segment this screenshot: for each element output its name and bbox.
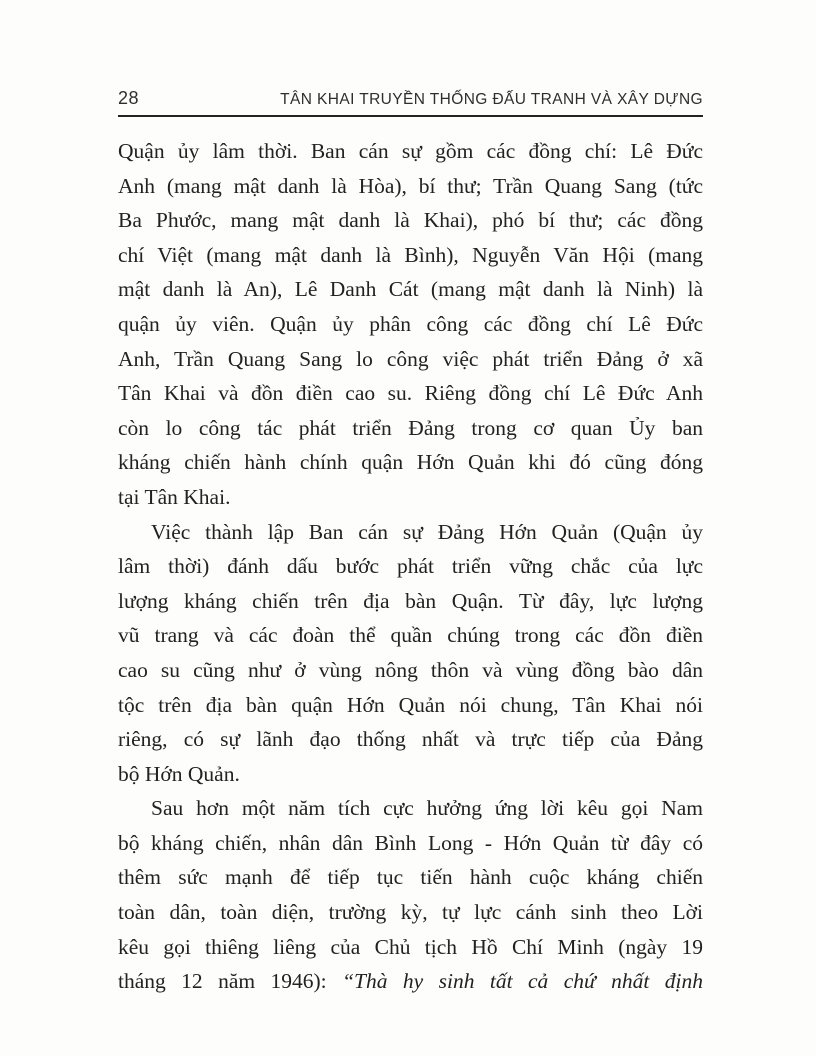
text-segment: quận ủy viên. Quận ủy phân công các đồng chí Lê Đức [118,311,703,336]
text-segment: riêng, có sự lãnh đạo thống nhất và trực tiếp của Đảng [118,727,703,752]
text-line [118,134,703,169]
text-segment: Quận ủy lâm thời. Ban cán sự gồm các đồng chí: Lê Đức [118,139,703,163]
text-line [118,618,703,653]
text-line [118,342,703,377]
text-segment: lâm thời) đánh dấu bước phát triển vững chắc của lực [118,554,703,579]
text-segment: tộc trên địa bàn quận Hớn Quản nói chung, Tân Khai nói [118,692,703,717]
text-segment: tại Tân Khai. [118,484,231,509]
text-line [118,376,703,411]
text-line [118,688,703,723]
text-segment: bộ Hớn Quản. [118,761,240,786]
text-segment: tháng 12 năm 1946): [118,969,343,994]
text-line [118,895,703,930]
text-segment: Anh, Trần Quang Sang lo công việc phát triển Đảng ở xã [118,346,703,371]
page-number: 28 [118,88,140,108]
text-segment: bộ kháng chiến, nhân dân Bình Long - Hớn Quản từ đây có [118,830,703,855]
text-line [118,791,703,826]
text-line [118,480,703,515]
paragraph [118,134,703,515]
text-line [118,930,703,965]
text-line [118,653,703,688]
text-segment: Việc thành lập Ban cán sự Đảng Hớn Quản (Quận ủy [151,519,703,544]
text-segment: Ba Phước, mang mật danh là Khai), phó bí thư; các đồng [118,208,703,233]
text-line [118,964,703,999]
text-segment: kháng chiến hành chính quận Hớn Quản khi đó cũng đóng [118,450,703,475]
text-line [118,169,703,204]
text-segment: chí Việt (mang mật danh là Bình), Nguyễn Văn Hội (mang [118,242,703,267]
text-segment: Tân Khai và đồn điền cao su. Riêng đồng chí Lê Đức Anh [118,381,703,406]
text-line [118,238,703,273]
page-body [118,134,703,999]
text-segment: Sau hơn một năm tích cực hưởng ứng lời kêu gọi Nam [151,796,703,821]
text-line [118,722,703,757]
text-line [118,584,703,619]
text-segment: cao su cũng như ở vùng nông thôn và vùng đồng bào dân [118,657,703,682]
text-line [118,307,703,342]
text-line [118,757,703,792]
text-line [118,860,703,895]
text-segment: kêu gọi thiêng liêng của Chủ tịch Hồ Chí Minh (ngày 19 [118,934,703,959]
text-segment: lượng kháng chiến trên địa bàn Quận. Từ đây, lực lượng [118,588,703,613]
text-segment: mật danh là An), Lê Danh Cát (mang mật danh là Ninh) là [118,277,703,302]
text-segment: toàn dân, toàn diện, trường kỳ, tự lực cánh sinh theo Lời [118,900,703,925]
text-segment: Anh (mang mật danh là Hòa), bí thư; Trần Quang Sang (tức [118,173,703,198]
text-segment: thêm sức mạnh để tiếp tục tiến hành cuộc kháng chiến [118,865,703,890]
text-line [118,515,703,550]
text-line [118,549,703,584]
running-title: TÂN KHAI TRUYỀN THỐNG ĐẤU TRANH VÀ XÂY DỰNG [280,91,703,108]
text-line [118,445,703,480]
text-line [118,826,703,861]
text-segment: còn lo công tác phát triển Đảng trong cơ quan Ủy ban [118,415,703,440]
running-header [118,88,703,117]
paragraph [118,791,703,999]
text-segment: vũ trang và các đoàn thể quần chúng trong các đồn điền [118,623,703,648]
paragraph [118,515,703,792]
text-line [118,203,703,238]
text-segment: “Thà hy sinh tất cả chứ nhất định [342,969,703,994]
text-line [118,272,703,307]
text-line [118,411,703,446]
